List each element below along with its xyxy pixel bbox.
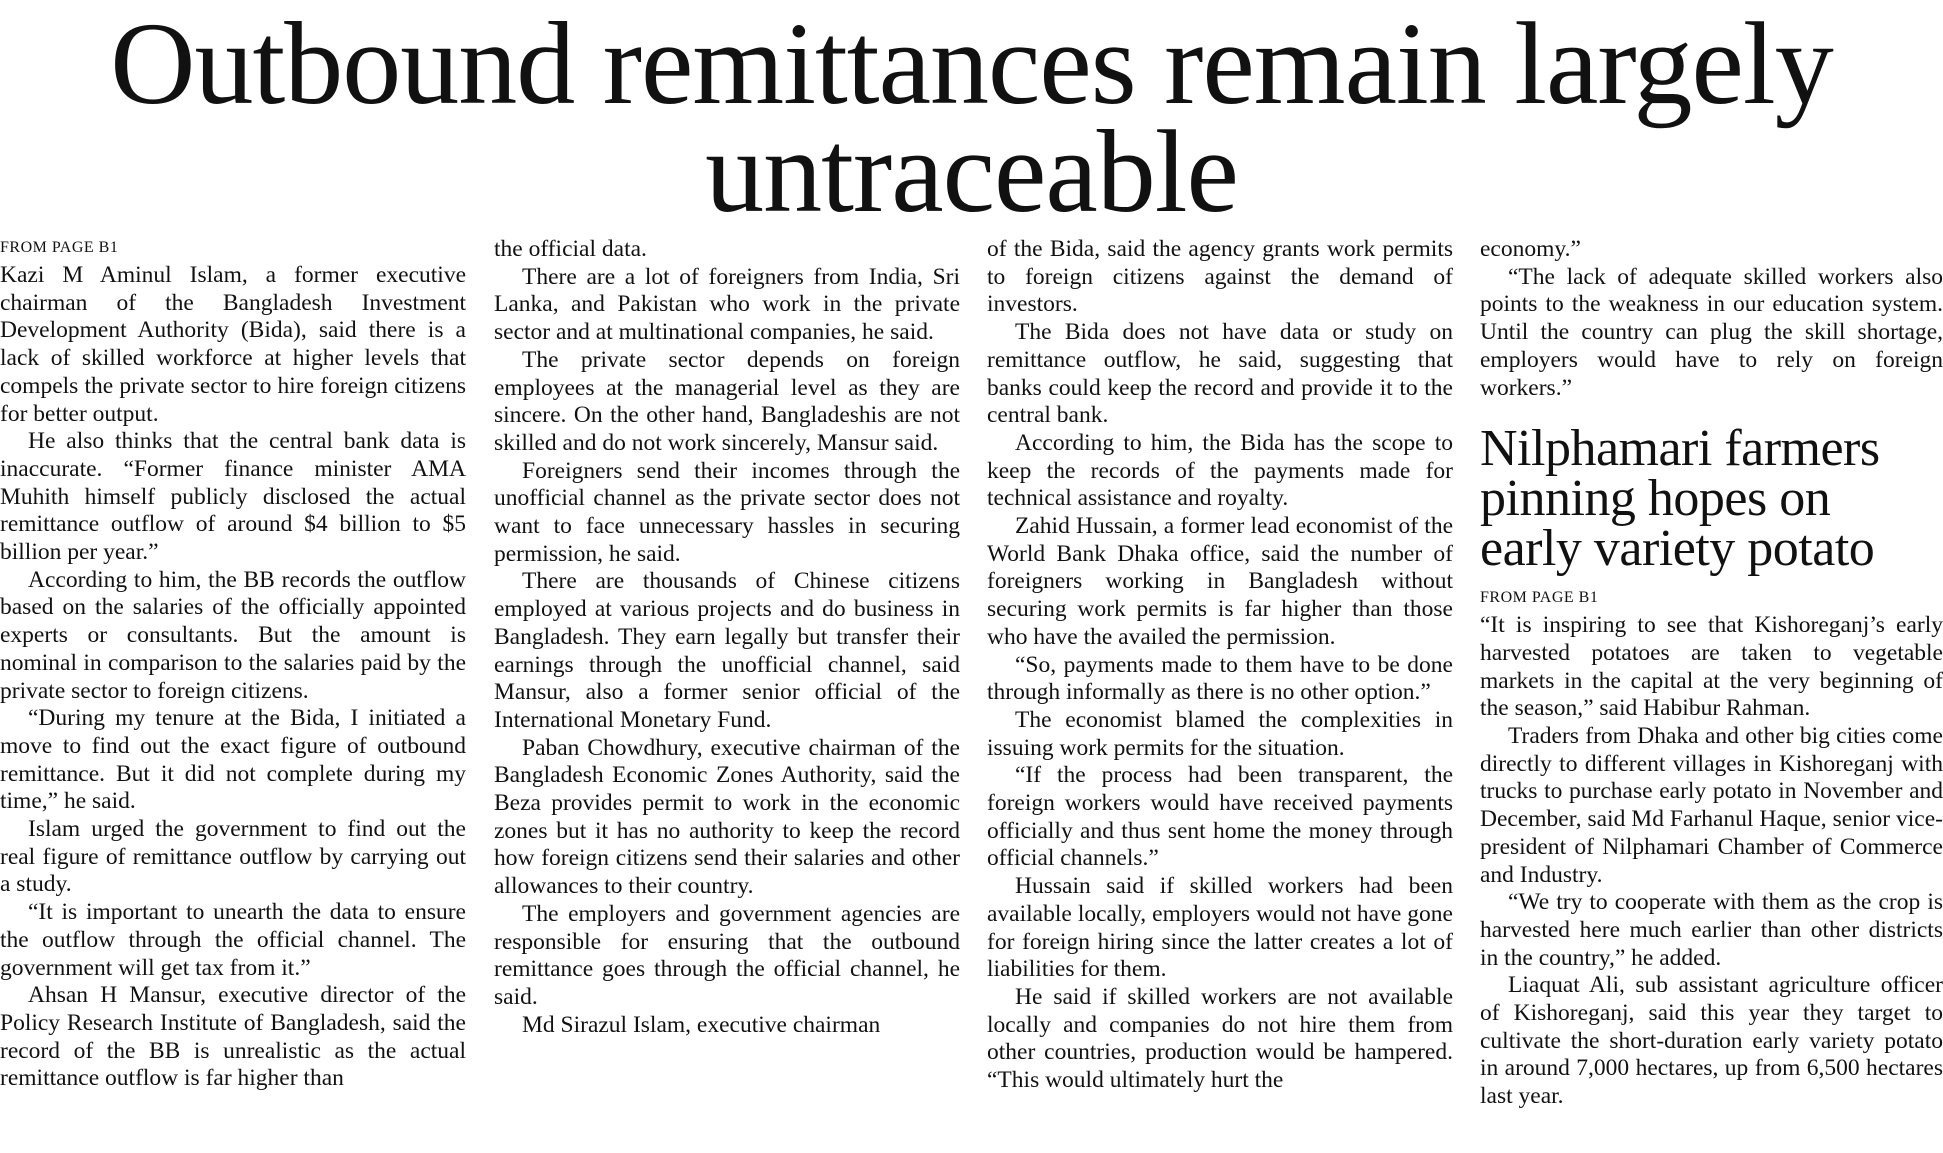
paragraph: of the Bida, said the agency grants work permits to foreign citizens against the demand of investors. bbox=[987, 236, 1453, 318]
paragraph: There are thousands of Chinese citizens employed at various projects and do business in Bangladesh. They earn legally but transfer their earnings through the unofficial channel, said Mansur, also a former senior official of the International Monetary Fund. bbox=[494, 568, 960, 733]
secondary-headline: Nilphamari farmers pinning hopes on early variety potato bbox=[1480, 420, 1880, 578]
continuation-kicker: FROM PAGE B1 bbox=[1480, 589, 1599, 607]
paragraph: Paban Chowdhury, executive chairman of the Bangladesh Economic Zones Authority, said the Beza provides permit to work in the economic zones but it has no authority to keep the record how foreign citizens send their salaries and other allowances to their country. bbox=[494, 734, 960, 900]
paragraph: “During my tenure at the Bida, I initiated a move to find out the exact figure of outbound remittance. But it did not complete during my time,” he said. bbox=[0, 705, 466, 815]
paragraph: He said if skilled workers are not available locally and companies do not hire them from other countries, production would be hampered. “This would ultimately hurt the bbox=[987, 983, 1453, 1094]
paragraph: “We try to cooperate with them as the crop is harvested here much earlier than other districts in the country,” he added. bbox=[1480, 889, 1943, 971]
paragraph: “If the process had been transparent, the foreign workers would have received payments officially and thus sent home the money through official channels.” bbox=[987, 762, 1453, 872]
paragraph: “It is inspiring to see that Kishoreganj’s early harvested potatoes are taken to vegetable markets in the capital at the very beginning of the season,” said Habibur Rahman. bbox=[1480, 612, 1943, 722]
paragraph: According to him, the Bida has the scope to keep the records of the payments made for technical assistance and royalty. bbox=[987, 429, 1453, 512]
continuation-kicker: FROM PAGE B1 bbox=[0, 239, 119, 256]
paragraph: He also thinks that the central bank data is inaccurate. “Former finance minister AMA Muhith himself publicly disclosed the actual remittance outflow of around $4 billion to $5 billion per year.” bbox=[0, 428, 466, 566]
paragraph: The employers and government agencies are responsible for ensuring that the outbound remittance goes through the official channel, he said. bbox=[494, 900, 960, 1010]
paragraph: Hussain said if skilled workers had been available locally, employers would not have gone for foreign hiring since the latter creates a lot of liabilities for them. bbox=[987, 873, 1453, 983]
paragraph: Zahid Hussain, a former lead economist of the World Bank Dhaka office, said the number of foreigners working in Bangladesh without securing work permits is far higher than those who have the availed the permission. bbox=[987, 513, 1453, 650]
article-column-4 bbox=[1480, 236, 1943, 1111]
paragraph: The Bida does not have data or study on remittance outflow, he said, suggesting that banks could keep the record and provide it to the central bank. bbox=[987, 319, 1453, 429]
paragraph: According to him, the BB records the outflow based on the salaries of the officially appointed experts or consultants. But the amount is nominal in comparison to the salaries paid by the private sector to foreign citizens. bbox=[0, 566, 466, 704]
paragraph: Traders from Dhaka and other big cities come directly to different villages in Kishoreganj with trucks to purchase early potato in November and December, said Md Farhanul Haque, senior vice-president of Nilphamari Chamber of Commerce and Industry. bbox=[1480, 723, 1943, 888]
paragraph: Liaquat Ali, sub assistant agriculture officer of Kishoreganj, said this year they target to cultivate the short-duration early variety potato in around 7,000 hectares, up from 6,500 hectares last year. bbox=[1480, 972, 1943, 1110]
main-headline: Outbound remittances remain largely untraceable bbox=[110, 0, 1833, 237]
paragraph: The economist blamed the complexities in issuing work permits for the situation. bbox=[987, 706, 1453, 761]
paragraph: Md Sirazul Islam, executive chairman bbox=[522, 1011, 881, 1038]
paragraph: the official data. bbox=[494, 236, 647, 262]
article-column-1 bbox=[0, 236, 466, 1093]
paragraph: The private sector depends on foreign employees at the managerial level as they are sincere. On the other hand, Bangladeshis are not skilled and do not work sincerely, Mansur said. bbox=[494, 346, 960, 456]
article-column-3 bbox=[987, 236, 1453, 1095]
article-column-2 bbox=[494, 236, 960, 1039]
paragraph: Kazi M Aminul Islam, a former executive chairman of the Bangladesh Investment Development Authority (Bida), said there is a lack of skilled workforce at higher levels that compels the private sector to hire foreign citizens for better output. bbox=[0, 262, 466, 427]
paragraph: There are a lot of foreigners from India, Sri Lanka, and Pakistan who work in the private sector and at multinational companies, he said. bbox=[494, 263, 960, 346]
paragraph: Ahsan H Mansur, executive director of the Policy Research Institute of Bangladesh, said the record of the BB is unrealistic as the actual remittance outflow is far higher than bbox=[0, 982, 466, 1092]
paragraph: “It is important to unearth the data to ensure the outflow through the official channel. The government will get tax from it.” bbox=[0, 899, 466, 981]
paragraph: economy.” bbox=[1480, 236, 1581, 262]
paragraph: “So, payments made to them have to be done through informally as there is no other option.” bbox=[987, 651, 1453, 706]
paragraph: Foreigners send their incomes through the unofficial channel as the private sector does not want to face unnecessary hassles in securing permission, he said. bbox=[494, 457, 960, 567]
paragraph: “The lack of adequate skilled workers also points to the weakness in our education system. Until the country can plug the skill shortage, employers would have to rely on foreign workers.” bbox=[1480, 263, 1943, 401]
paragraph: Islam urged the government to find out the real figure of remittance outflow by carrying out a study. bbox=[0, 816, 466, 898]
